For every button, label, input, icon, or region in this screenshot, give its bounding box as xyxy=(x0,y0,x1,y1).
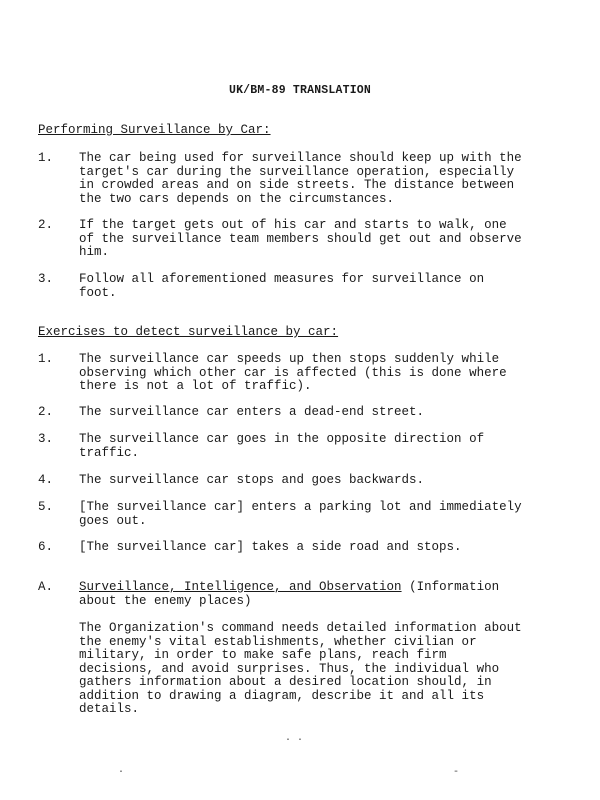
section-a xyxy=(38,581,563,608)
scan-speck: · · xyxy=(285,735,304,746)
list-item xyxy=(38,406,563,420)
item-number: 3. xyxy=(38,272,54,286)
list-item xyxy=(38,152,563,206)
document-title: UK/BM-89 TRANSLATION xyxy=(228,84,372,97)
section-a-paragraph: The Organization's command needs detailed information about the enemy's vital establishments, whether civilian or military, in order to make safe plans, reach firm decisions, and avoid surprises. Thus, the individual who gathers information about a desired location should, in addition to drawing a diagram, describe it and all its details. xyxy=(79,621,522,716)
section-a-heading xyxy=(79,581,563,608)
item-number: 2. xyxy=(38,218,54,232)
item-number: 6. xyxy=(38,540,54,554)
section-a-title: Surveillance, Intelligence, and Observation xyxy=(79,580,402,594)
item-number: 1. xyxy=(38,352,54,366)
section-heading-car-surveillance: Performing Surveillance by Car: xyxy=(38,123,271,137)
item-number: 1. xyxy=(38,151,54,165)
scan-speck: - xyxy=(453,767,460,778)
item-number: 5. xyxy=(38,500,54,514)
item-text: The surveillance car stops and goes backwards. xyxy=(79,473,425,487)
item-text: The surveillance car speeds up then stops suddenly while observing which other car is affected (this is done where there is not a lot of traffic). xyxy=(79,352,507,393)
list-item xyxy=(38,219,563,260)
item-number: 2. xyxy=(38,405,54,419)
list-item xyxy=(38,541,563,555)
section-a-subtitle: (Information about the enemy places) xyxy=(79,580,500,608)
item-text: The surveillance car enters a dead-end street. xyxy=(79,405,425,419)
item-text: The car being used for surveillance should keep up with the target's car during the surveillance operation, especially in crowded areas and on side streets. The distance between the two cars depends on the circumstances. xyxy=(79,151,522,206)
item-text: If the target gets out of his car and starts to walk, one of the surveillance team members should get out and observe him. xyxy=(79,218,522,259)
item-number: 3. xyxy=(38,432,54,446)
list-item xyxy=(38,433,563,460)
section-letter: A. xyxy=(38,580,54,594)
list-item xyxy=(38,474,563,488)
scan-speck: · xyxy=(118,767,125,778)
list-item xyxy=(38,273,563,300)
item-text: Follow all aforementioned measures for surveillance on foot. xyxy=(79,272,485,300)
item-text: [The surveillance car] enters a parking lot and immediately goes out. xyxy=(79,500,522,528)
list-item xyxy=(38,353,563,394)
item-text: [The surveillance car] takes a side road and stops. xyxy=(79,540,462,554)
item-number: 4. xyxy=(38,473,54,487)
list-item xyxy=(38,501,563,528)
item-text: The surveillance car goes in the opposite direction of traffic. xyxy=(79,432,485,460)
section-heading-exercises: Exercises to detect surveillance by car: xyxy=(38,325,339,339)
